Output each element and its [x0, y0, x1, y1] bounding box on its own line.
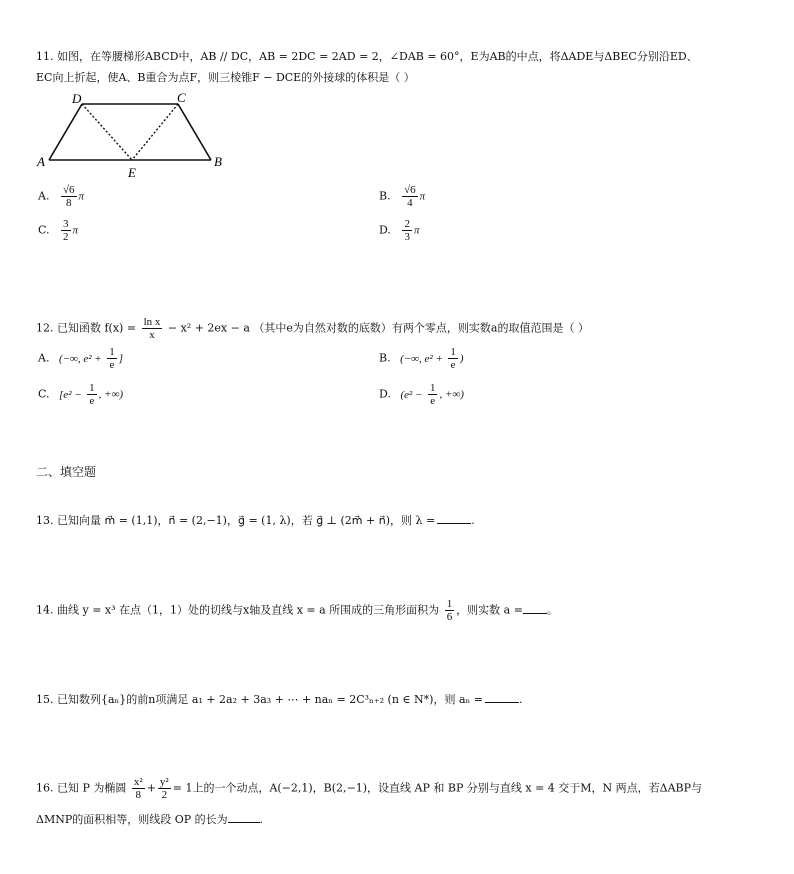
option-fraction: $\frac{1}{e}$ — [109, 346, 115, 371]
q12-suffix: − x² + 2ex − a （其中e为自然对数的底数）有两个零点，则实数a的取值范围是（ ） — [167, 321, 589, 335]
option-fraction: $\frac{2}{3}$ — [404, 218, 410, 243]
option-fraction: $\frac{1}{e}$ — [89, 382, 95, 407]
option-label: B. — [379, 351, 391, 365]
option-fraction: $\frac{√6}{8}$ — [62, 184, 75, 209]
option-label: B. — [379, 189, 391, 203]
trapezoid-figure — [34, 88, 234, 180]
q15-end: . — [519, 693, 523, 706]
option-fraction: $\frac{3}{2}$ — [63, 218, 69, 243]
q12-fraction: $\frac{\text{ln x}}{x}$ — [143, 316, 161, 341]
option-label: D. — [379, 223, 391, 237]
option-label: C. — [38, 223, 50, 237]
q11-option-b[interactable]: B. $\frac{√6}{4}$ π — [379, 184, 426, 209]
label-e: E — [128, 165, 136, 180]
edge-ce — [132, 104, 178, 160]
option-pre: (e² − — [400, 388, 423, 401]
q14-end: 。 — [546, 603, 558, 617]
q13-end: . — [471, 514, 475, 527]
q12-option-a[interactable] — [38, 346, 123, 371]
option-pre: (−∞, e² + — [400, 352, 443, 365]
edge-de — [82, 104, 132, 160]
q16-plus: + — [146, 781, 156, 795]
option-label: D. — [379, 387, 391, 401]
option-pre: [e² − — [59, 388, 82, 401]
edge-cb — [178, 104, 211, 160]
option-post: ] — [118, 352, 124, 365]
q11-line1: 11. 如图，在等腰梯形ABCD中，AB // DC，AB = 2DC = 2AD = 2，∠DAB = 60°，E为AB的中点，将ΔADE与ΔBEC分别沿ED、 — [36, 50, 698, 63]
q13-stem — [36, 513, 475, 528]
q14-suffix: ，则实数 a = — [456, 603, 523, 617]
q15-stem — [36, 692, 523, 707]
option-post: ) — [459, 352, 464, 365]
q12-option-c[interactable] — [38, 382, 123, 407]
label-a: A — [37, 154, 45, 169]
q16-suffix: = 1上的一个动点，A(−2,1)，B(2,−1)，设直线 AP 和 BP 分别与直线 x = 4 交于M，N 两点，若ΔABP与 — [172, 781, 703, 795]
q16-fraction-y: $\frac{\text{y²}}{2}$ — [159, 776, 169, 801]
option-post: , +∞) — [98, 388, 124, 401]
q15-text: 15. 已知数列{aₙ}的前n项满足 a₁ + 2a₂ + 3a₃ + ⋯ + naₙ = 2C³ₙ₊₂ (n ∈ N*)，则 aₙ = — [36, 693, 483, 706]
q11-option-c[interactable]: C. $\frac{3}{2}$ π — [38, 218, 79, 243]
q12-option-d[interactable] — [379, 382, 464, 407]
option-fraction: $\frac{√6}{4}$ — [404, 184, 416, 209]
option-pre: (−∞, e² + — [58, 352, 102, 365]
q11-line2: EC向上折起，使A、B重合为点F，则三棱锥F − DCE的外接球的体积是（ ） — [36, 71, 415, 84]
option-label: C. — [38, 387, 50, 401]
q16-line2 — [36, 812, 263, 827]
option-fraction: $\frac{1}{e}$ — [450, 346, 456, 371]
label-b: B — [214, 154, 222, 169]
q14-stem — [36, 598, 558, 623]
q16-line2-text: ΔMNP的面积相等，则线段 OP 的长为 — [36, 813, 228, 826]
q11-option-d[interactable]: D. $\frac{2}{3}$ π — [379, 218, 420, 243]
edge-ad — [49, 104, 82, 160]
q13-text: 13. 已知向量 m⃗ = (1,1)，n⃗ = (2,−1)，g⃗ = (1, λ)，若 g⃗ ⊥ (2m⃗ + n⃗)，则 λ = — [36, 514, 436, 527]
option-label: A. — [38, 189, 50, 203]
answer-blank[interactable] — [228, 812, 260, 823]
q16-end: . — [259, 813, 264, 826]
option-label: A. — [38, 351, 50, 365]
answer-blank[interactable] — [437, 513, 471, 524]
q16-fraction-x: $\frac{\text{x²}}{8}$ — [133, 776, 143, 801]
q14-prefix: 14. 曲线 y = x³ 在点（1，1）处的切线与x轴及直线 x = a 所围成的三角形面积为 — [36, 603, 440, 617]
q16-line1 — [36, 776, 702, 801]
q12-option-b[interactable] — [379, 346, 464, 371]
answer-blank[interactable] — [485, 692, 519, 703]
section-title: 二、填空题 — [36, 465, 97, 479]
q14-fraction: $\frac{1}{6}$ — [446, 598, 453, 623]
option-fraction: $\frac{1}{e}$ — [429, 382, 436, 407]
answer-blank[interactable] — [523, 603, 547, 614]
label-d: D — [72, 91, 82, 106]
q11-option-a[interactable]: A. $\frac{√6}{8}$ π — [38, 184, 85, 209]
option-post: , +∞) — [439, 388, 464, 401]
label-c: C — [177, 90, 186, 105]
q12-stem — [36, 316, 589, 341]
q12-prefix: 12. 已知函数 f(x) = — [36, 321, 137, 335]
q16-prefix: 16. 已知 P 为椭圆 — [36, 781, 127, 795]
